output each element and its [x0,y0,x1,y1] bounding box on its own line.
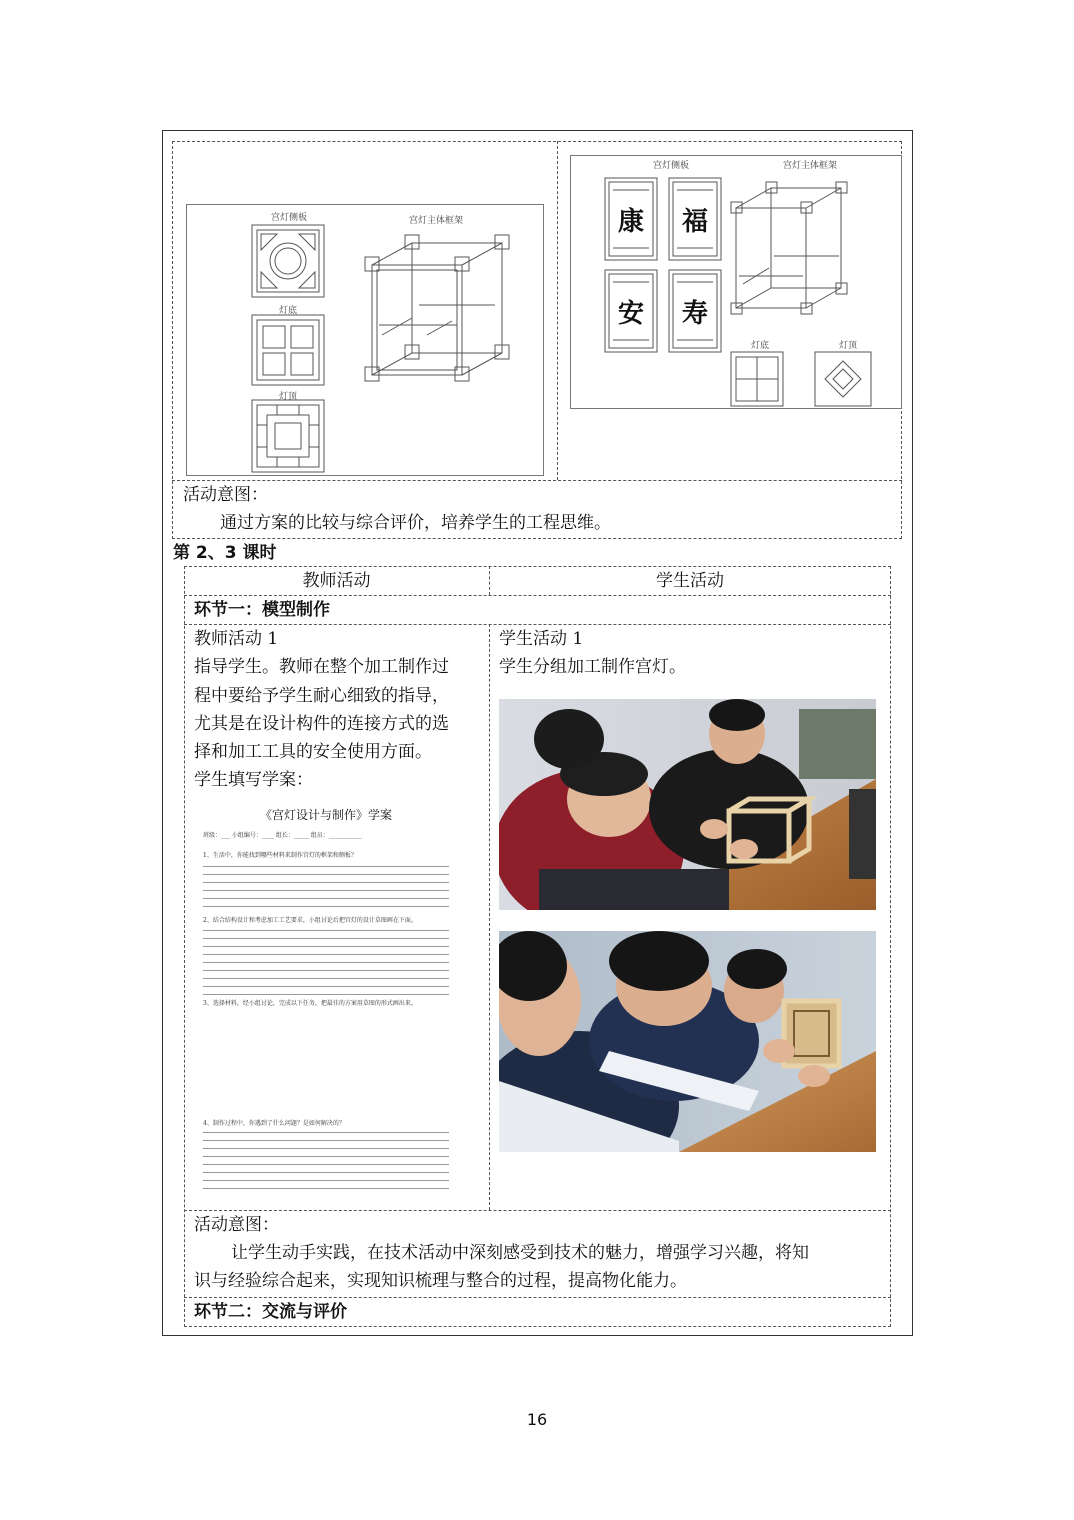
answer-line [203,962,449,963]
top-caption-right: 灯顶 [839,341,858,351]
answer-line [203,1164,449,1165]
answer-line [203,898,449,899]
top-intent-divider [172,480,902,481]
lantern-parts-drawing [187,205,545,477]
answer-line [203,970,449,971]
answer-line [203,866,449,867]
top-diagram-divider [557,141,558,480]
worksheet-info-line: 班级：___ 小组编号：____ 组长：_____ 组员：___________ [203,832,362,839]
answer-line [203,1132,449,1133]
worksheet-q1: 1、生活中，你能找到哪些材料来制作宫灯的框架和侧板？ [203,852,357,859]
frame-caption-right: 宫灯主体框架 [783,161,838,171]
col-header-student: 学生活动 [656,571,724,591]
teacher-activity-line-2: 程中要给予学生耐心细致的指导， [194,686,449,706]
lesson-heading: 第 2、3 课时 [173,543,277,563]
character-kang: 康 [617,207,644,237]
frame-caption: 宫灯主体框架 [409,216,464,226]
answer-line [203,1172,449,1173]
lantern-parts-drawing-right [571,156,903,410]
answer-line [203,986,449,987]
side-panel-caption: 宫灯侧板 [271,213,308,223]
column-divider-body [489,624,490,1210]
answer-line [203,978,449,979]
lantern-design-diagram-right [570,155,902,409]
answer-line [203,938,449,939]
table-intent-label: 活动意图： [194,1215,279,1235]
top-caption: 灯顶 [279,392,298,402]
stage2-title: 环节二：交流与评价 [194,1302,347,1322]
worksheet-q4: 4、制作过程中，你遇到了什么问题？是如何解决的？ [203,1120,345,1127]
answer-line [203,906,449,907]
answer-line [203,946,449,947]
teacher-activity-title: 教师活动 1 [194,629,279,649]
col-header-teacher: 教师活动 [302,571,371,591]
table-intent-line-1: 让学生动手实践，在技术活动中深刻感受到技术的魅力，增强学习兴趣，将知 [231,1243,809,1263]
answer-line [203,1156,449,1157]
worksheet-title: 《宫灯设计与制作》学案 [259,808,392,822]
base-caption: 灯底 [279,306,298,316]
character-an: 安 [617,299,644,329]
table-intent-line-2: 识与经验综合起来，实现知识梳理与整合的过程，提高物化能力。 [194,1271,687,1291]
top-intent-text: 通过方案的比较与综合评价，培养学生的工程思维。 [220,513,611,533]
answer-line [203,1180,449,1181]
stage1-title: 环节一：模型制作 [194,600,330,620]
row-line [184,1210,891,1211]
worksheet-image [195,800,457,1200]
page-number: 16 [526,1410,548,1429]
answer-line [203,930,449,931]
teacher-activity-line-4: 择和加工工具的安全使用方面。 [194,742,432,762]
teacher-activity-line-5: 学生填写学案： [194,770,313,790]
answer-line [203,874,449,875]
students-making-lantern-photo-1 [499,699,876,910]
answer-line [203,954,449,955]
students-making-lantern-photo-2 [499,931,876,1152]
answer-line [203,890,449,891]
top-intent-label: 活动意图： [183,485,268,505]
answer-line [203,1148,449,1149]
student-activity-title: 学生活动 1 [499,629,584,649]
worksheet-q3: 3、选择材料，经小组讨论，完成以下任务，把最佳的方案用草图的形式画出来。 [203,1000,417,1007]
worksheet-q2: 2、结合结构设计和考虑加工工艺要求，小组讨论后把宫灯的设计草图画在下面。 [203,917,417,924]
student-activity-text: 学生分组加工制作宫灯。 [499,657,686,677]
answer-line [203,1188,449,1189]
answer-line [203,994,449,995]
answer-line [203,1140,449,1141]
character-fu: 福 [681,207,708,237]
lantern-design-diagram-left [186,204,544,476]
character-shou: 寿 [681,299,708,329]
side-panel-caption-right: 宫灯侧板 [653,161,690,171]
teacher-activity-line-1: 指导学生。教师在整个加工制作过 [194,657,449,677]
answer-line [203,882,449,883]
base-caption-right: 灯底 [751,341,770,351]
teacher-activity-line-3: 尤其是在设计构件的连接方式的选 [194,714,449,734]
